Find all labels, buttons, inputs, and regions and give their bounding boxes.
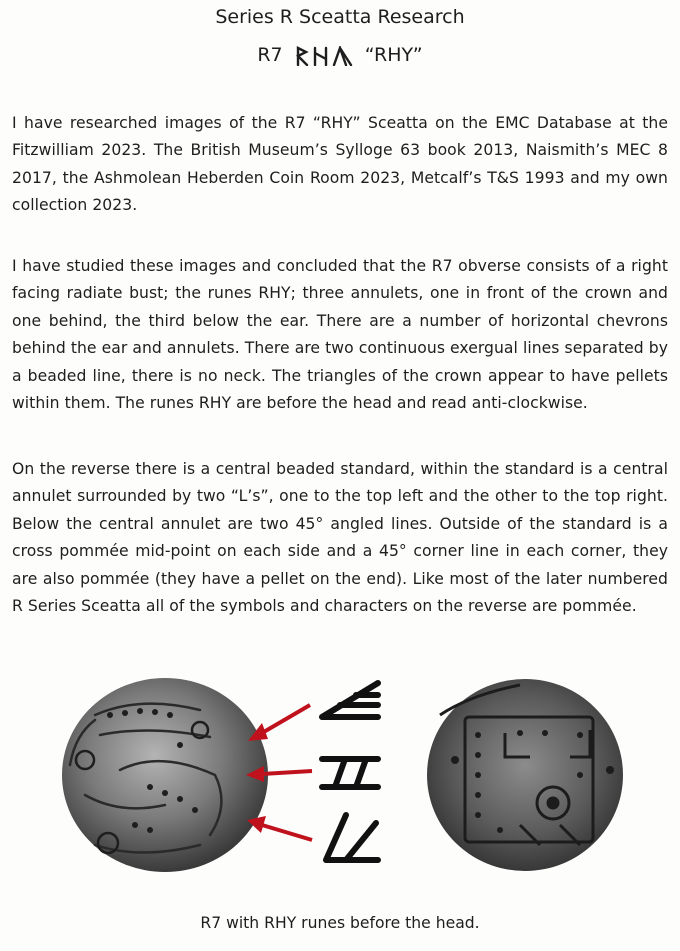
rune-h-icon <box>322 759 378 787</box>
obverse-coin <box>62 678 268 872</box>
arrow-icons <box>246 705 312 840</box>
subtitle-label: “RHY” <box>364 44 423 66</box>
arrow-icon <box>247 816 312 840</box>
arrow-icon <box>248 705 310 741</box>
rune-y-icon <box>326 815 378 860</box>
rune-r-icon <box>322 683 378 717</box>
subtitle-runes-icon <box>295 46 353 66</box>
paragraph-1: I have researched images of the R7 “RHY” Sceatta on the EMC Database at the Fitzwilliam 2023. The British Museum’s Sylloge 63 book 2013, Naismith’s MEC 8 2017, the Ashmolean Heberden Coin Room 2023, Metcalf’s T&S 1993 and my own collection 2023. <box>12 114 668 215</box>
page-title: Series R Sceatta Research <box>215 6 465 28</box>
subtitle-prefix: R7 <box>257 44 283 66</box>
rune-icons <box>322 683 378 860</box>
page-subtitle <box>0 44 680 66</box>
coin-figure <box>0 675 680 880</box>
reverse-coin <box>427 679 623 871</box>
paragraph-2: I have studied these images and concluded that the R7 obverse consists of a right facing radiate bust; the runes RHY; three annulets, one in front of the crown and one behind, the third below the ear. There are a number of horizontal chevrons behind the ear and annulets. There are two continuous exergual lines separated by a beaded line, there is no neck. The triangles of the crown appear to have pellets within them. The runes RHY are before the head and read anti-clockwise. <box>12 257 668 413</box>
coin-illustration <box>0 675 680 880</box>
figure-caption: R7 with RHY runes before the head. <box>200 914 480 932</box>
paragraph-3: On the reverse there is a central beaded standard, within the standard is a central annulet surrounded by two “L’s”, one to the top left and the other to the top right. Below the central annulet are two 45° angled lines. Outside of the standard is a cross pommée mid-point on each side and a 45° corner line in each corner, they are also pommée (they have a pellet on the end). Like most of the later numbered R Series Sceatta all of the symbols and characters on the reverse are pommée. <box>12 460 668 616</box>
